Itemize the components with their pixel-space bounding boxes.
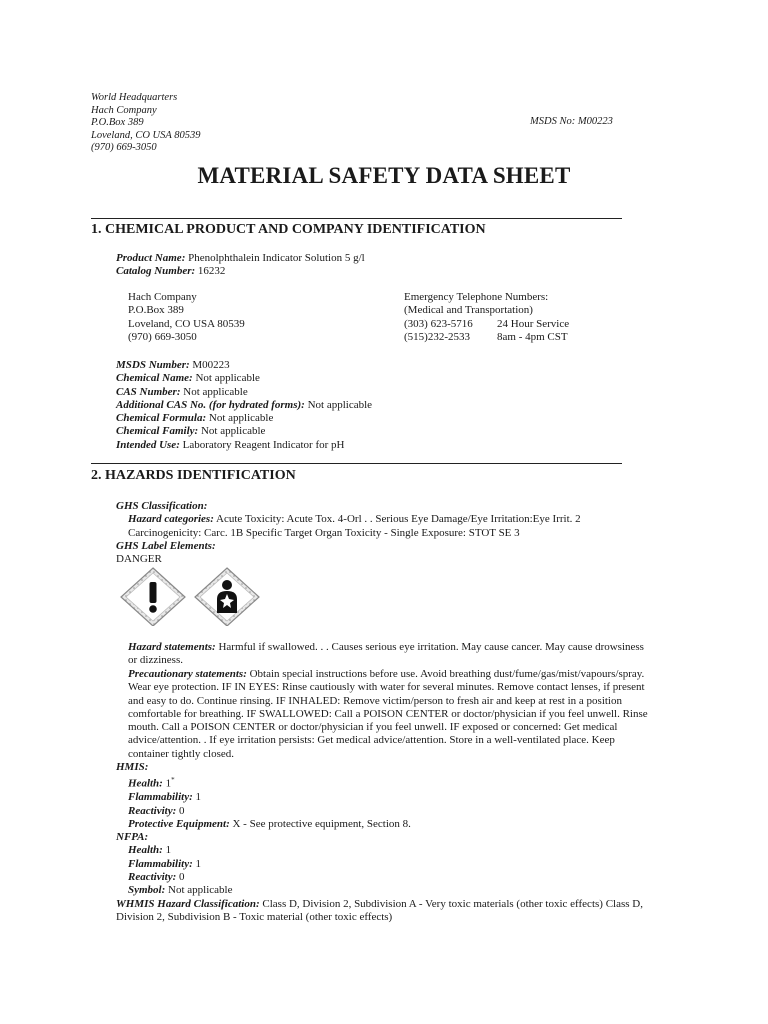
headquarters-address — [91, 92, 200, 155]
company-line: Loveland, CO USA 80539 — [128, 317, 245, 330]
whmis-classification-cont: Division 2, Subdivision B - Toxic material (other toxic effects) — [116, 910, 393, 923]
msds-number-header: MSDS No: M00223 — [530, 116, 613, 127]
nfpa-flammability-label: Flammability: — [128, 857, 193, 870]
company-line: (970) 669-3050 — [128, 330, 197, 343]
emergency-phone-1: (303) 623-5716 — [404, 317, 473, 330]
chemical-name: Not applicable — [195, 372, 260, 385]
hmis-ppe: X - See protective equipment, Section 8. — [232, 817, 411, 830]
product-info — [116, 252, 365, 279]
hmis-flammability-label: Flammability: — [128, 791, 193, 804]
precautionary-label: Precautionary statements: — [128, 668, 247, 680]
precautionary-line: and easy to do. Continue rinsing. IF INHALED: Remove victim/person to fresh air and keep at rest in a position — [128, 694, 622, 707]
emergency-service-1: 24 Hour Service — [497, 317, 570, 330]
hazard-statements-label: Hazard statements: — [128, 641, 216, 653]
company-address — [128, 291, 245, 344]
nfpa-reactivity-label: Reactivity: — [128, 871, 177, 884]
emergency-title: Emergency Telephone Numbers: — [404, 291, 549, 303]
company-line: Hach Company — [128, 291, 197, 303]
ghs-classification — [116, 500, 581, 566]
msds-number-label: MSDS Number: — [116, 359, 190, 371]
hq-line: World Headquarters — [91, 92, 178, 103]
ghs-classification-label: GHS Classification: — [116, 500, 208, 512]
whmis-classification: Class D, Division 2, Subdivision A - Very toxic materials (other toxic effects) Class D, — [262, 897, 643, 910]
section-1-heading: 1. CHEMICAL PRODUCT AND COMPANY IDENTIFICATION — [91, 222, 486, 237]
additional-cas: Not applicable — [307, 398, 373, 411]
cas-number: Not applicable — [183, 385, 248, 398]
health-hazard-icon — [195, 568, 259, 626]
chemical-identification — [116, 359, 372, 452]
intended-use-label: Intended Use: — [116, 438, 180, 451]
msds-number: M00223 — [192, 359, 230, 371]
divider — [91, 463, 622, 464]
precautionary-line: container tightly closed. — [128, 747, 234, 760]
nfpa-label: NFPA: — [116, 831, 149, 844]
document-title: MATERIAL SAFETY DATA SHEET — [197, 163, 571, 188]
hazard-categories-label: Hazard categories: — [128, 513, 214, 526]
nfpa-flammability: 1 — [195, 857, 202, 870]
emergency-phones — [404, 291, 569, 344]
cas-number-label: CAS Number: — [116, 385, 181, 398]
emergency-service-2: 8am - 4pm CST — [497, 330, 568, 343]
nfpa-symbol: Not applicable — [168, 884, 233, 897]
signal-word: DANGER — [116, 553, 162, 566]
chemical-name-label: Chemical Name: — [116, 372, 193, 385]
precautionary-line: Wear eye protection. IF IN EYES: Rinse cautiously with water for several minutes. Remove contact lenses, if present — [128, 681, 645, 694]
hmis-health-asterisk: * — [171, 776, 175, 785]
precautionary-line: Obtain special instructions before use. Avoid breathing dust/fume/gas/mist/vapours/spray. — [249, 668, 645, 680]
product-name: Phenolphthalein Indicator Solution 5 g/l — [188, 252, 365, 264]
precautionary-line: comfortable for breathing. IF SWALLOWED: Call a POISON CENTER or doctor/physician if you feel unwell. Rinse — [128, 707, 648, 720]
chemical-formula: Not applicable — [208, 412, 274, 425]
hq-line: Loveland, CO USA 80539 — [91, 129, 201, 141]
precautionary-statements — [128, 668, 648, 761]
chemical-family: Not applicable — [200, 425, 266, 438]
ratings — [116, 761, 643, 924]
hmis-label: HMIS: — [116, 761, 149, 773]
divider — [91, 218, 622, 219]
product-name-label: Product Name: — [116, 252, 186, 264]
exclamation-mark-icon — [121, 568, 185, 626]
hq-line: Hach Company — [91, 104, 157, 116]
hq-line: P.O.Box 389 — [91, 117, 144, 129]
precautionary-line: advice/attention. . If eye irritation persists: Get medical advice/attention. Store in a well-ventilated place. Keep — [128, 734, 615, 747]
hmis-reactivity-label: Reactivity: — [128, 804, 177, 817]
hazard-categories-cont: Carcinogenicity: Carc. 1B Specific Target Organ Toxicity - Single Exposure: STOT SE 3 — [128, 526, 520, 539]
precautionary-line: mouth. Call a POISON CENTER or doctor/physician if you feel unwell. IF exposed or concerned: Get medical — [128, 721, 618, 734]
hq-line: (970) 669-3050 — [91, 142, 157, 154]
ghs-pictograms — [116, 566, 276, 626]
hazard-statements-text: Harmful if swallowed. . . Causes serious eye irritation. May cause cancer. May cause drowsiness — [218, 641, 644, 653]
pictogram-strip — [116, 566, 276, 626]
section-2-heading: 2. HAZARDS IDENTIFICATION — [91, 468, 296, 483]
hmis-health: 1 — [165, 777, 172, 790]
intended-use: Laboratory Reagent Indicator for pH — [182, 438, 345, 451]
hmis-ppe-label: Protective Equipment: — [128, 817, 230, 830]
hmis-health-label: Health: — [128, 777, 163, 790]
ghs-label-elements: GHS Label Elements: — [116, 539, 216, 552]
additional-cas-label: Additional CAS No. (for hydrated forms): — [116, 398, 305, 411]
catalog-number-label: Catalog Number: — [116, 265, 196, 278]
company-line: P.O.Box 389 — [128, 304, 184, 317]
hmis-flammability: 1 — [195, 791, 202, 804]
whmis-label: WHMIS Hazard Classification: — [116, 897, 260, 910]
chemical-family-label: Chemical Family: — [116, 425, 199, 438]
nfpa-health-label: Health: — [128, 844, 163, 857]
emergency-subtitle: (Medical and Transportation) — [404, 304, 533, 317]
hazard-categories: Acute Toxicity: Acute Tox. 4-Orl . . Serious Eye Damage/Eye Irritation:Eye Irrit. 2 — [216, 513, 581, 526]
nfpa-symbol-label: Symbol: — [128, 884, 166, 897]
hazard-statements — [128, 641, 648, 668]
hazard-statements-cont: or dizziness. — [128, 654, 183, 667]
nfpa-health: 1 — [165, 844, 172, 857]
chemical-formula-label: Chemical Formula: — [116, 412, 207, 425]
nfpa-reactivity: 0 — [179, 871, 185, 884]
hmis-reactivity: 0 — [179, 804, 185, 817]
catalog-number: 16232 — [197, 265, 226, 278]
emergency-phone-2: (515)232-2533 — [404, 330, 470, 343]
